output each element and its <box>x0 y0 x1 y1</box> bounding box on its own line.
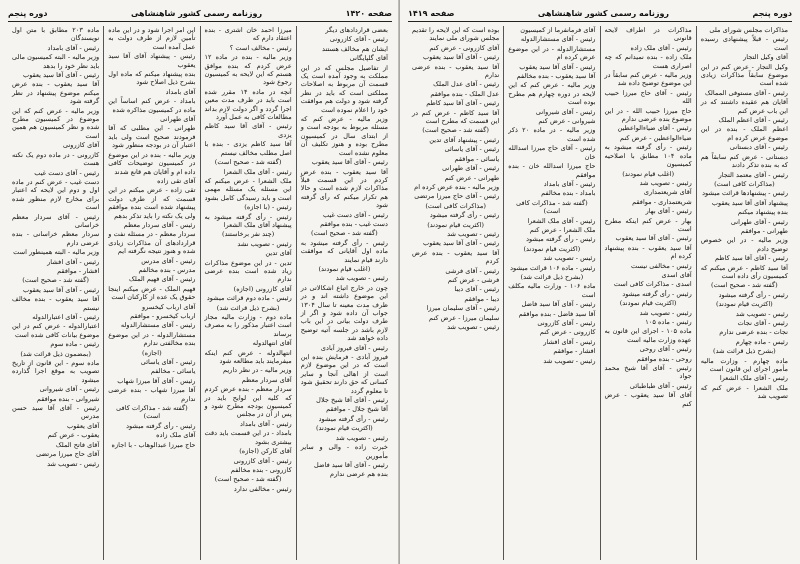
column-paragraph: یاسائی - موافقم <box>454 154 500 163</box>
column-paragraph: رئیس - آقای آقا سید فاضل <box>314 460 388 469</box>
column-paragraph: یاسائی - مخالفم <box>150 367 196 376</box>
column-paragraph: بهار - عرض کنم اینکه مطرح است <box>604 216 692 233</box>
column-paragraph: رئیس - آقای شیروانی <box>535 107 596 116</box>
column-paragraph: آقا سید کاظم - عرض میکنم که کمیسیون رأی داده است <box>700 263 788 280</box>
column-paragraph: رئیس - تصویب نشد <box>237 239 292 248</box>
column-paragraph: رئیس - آقای بامداد <box>47 43 100 52</box>
column-paragraph: ضیاءالواعظین - عرض کنم <box>620 133 692 142</box>
column-paragraph: آقا میرزا شهاب - بنده عرضی ندارم <box>108 386 196 403</box>
column-paragraph: آقا سید یعقوب - بنده پیشنهاد کرده ام <box>604 243 692 261</box>
column-paragraph: وزیر مالیه - البته کمیسیون مالی باید نظر خود را بدهد <box>12 53 100 70</box>
column-paragraph: رئیس - آقای فرشی <box>445 266 500 275</box>
column-paragraph: وزیر مالیه - عرض کنم که مسئله مربوط به بودجه است و از ابتدای سال در کمیسیون مطرح بوده و هنوز تکلیف آن معلوم نشده است <box>300 115 388 157</box>
right-page-columns <box>408 26 792 560</box>
column-paragraph: (اکثریت قیام نمودند) <box>427 220 484 229</box>
column-paragraph: بنده هم عرضی ندارم <box>330 470 388 479</box>
right-page-header <box>408 6 792 20</box>
column-paragraph: رئیس - آقای بهار <box>645 207 692 216</box>
column-paragraph: حاج میرزا اسدالله خان - بنده موافقم <box>508 162 596 179</box>
column-paragraph: (اکثریت قیام نمودند) <box>315 424 373 433</box>
column-paragraph: (مذاکرات کافی است) <box>714 179 775 188</box>
column-paragraph: رئیس - مخالفی ندارد <box>233 484 292 493</box>
column-paragraph: آقای شریعتمداری <box>643 188 692 197</box>
right-page-period: دوره پنجم <box>752 8 792 18</box>
right-column-3 <box>504 26 599 560</box>
column-paragraph: شیروانی - بنده موافقم <box>36 394 100 403</box>
column-paragraph: آقای حاج میرزا مرتضی <box>36 450 100 459</box>
column-paragraph: آقا سید فاضل - بنده موافقم <box>518 309 596 318</box>
column-paragraph: (بمضمون ذیل قرائت شد) <box>20 349 91 358</box>
column-paragraph: یعقوب - عرض کنم <box>47 431 100 440</box>
right-page <box>400 0 800 564</box>
column-paragraph: رئیس - آقای یاسائی <box>140 358 196 367</box>
column-paragraph: کازرونی - عرض کنم <box>539 328 596 337</box>
column-paragraph: سردار معظم خراسانی - بنده عرضی دارم <box>12 230 100 247</box>
left-page-period: دوره پنجم <box>8 8 48 18</box>
column-paragraph: آقا سید یعقوب - بنده عرض کردم در این قسمت قبلاً مذاکرات لازم شده است و حالا هم تکرار میکنم که رأی گرفته شود <box>300 167 388 210</box>
column-paragraph: آقای کازرونی - عرض کنم <box>429 43 500 52</box>
column-paragraph: رئیس - ماده ۱۰۵ <box>645 318 692 326</box>
column-paragraph: آقای کارکن (اجازه) <box>239 447 292 456</box>
column-paragraph: رئیس - آقای سلیمان میرزا <box>426 304 500 313</box>
column-paragraph: رئیس - آقای طهرانی <box>730 217 788 226</box>
column-paragraph: رئیس - آقای کازرونی <box>329 35 388 44</box>
column-paragraph: (بشرح ذیل قرائت شد) <box>713 347 776 356</box>
column-paragraph: مستشارالدوله - در این موضوع عرض کرده ام <box>508 44 596 62</box>
column-paragraph: آقای تدین <box>265 249 292 258</box>
column-paragraph: رئیس - ماده چهارم <box>735 337 788 346</box>
right-column-1 <box>697 26 792 560</box>
column-paragraph: بامداد - عرض کنم اساساً این ماده در کمیسیون مذاکره شده <box>108 97 196 114</box>
right-column-2 <box>601 26 696 560</box>
column-paragraph: وزیر مالیه - در ماده ۲۰ ذکر شده است <box>508 126 596 143</box>
column-paragraph: بنده پیشنهاد میکنم که ماده اول بشرح ذیل اصلاح شود <box>108 70 196 87</box>
column-paragraph: رئیس - آقای شیروانی <box>39 385 100 394</box>
column-paragraph: وزیر مالیه - عرض کنم که این موضوع در کمیسیون مطرح شده و نظر کمیسیون هم همین است <box>12 106 100 140</box>
column-paragraph: ملک الشعرا - عرض کنم که تصویب شد <box>700 383 788 401</box>
column-paragraph: رئیس - آقای اعتبارالدوله <box>32 313 100 321</box>
column-paragraph: آقای انتهالدوله <box>252 339 292 348</box>
column-paragraph: چون در خارج اتباع اشکالاتی در این موضوع داشته اند و در ظرف مدت معینه تا سال ۱۳۰۴ جواب آن داده شود و اگر از طرف دولت بیانی در این باب لازم باشد در جلسه آتیه توضیح داده خواهد شد <box>300 283 388 343</box>
column-paragraph: رئیس - مخالف است ؟ <box>229 43 292 52</box>
column-paragraph: رئیس - تصویب شد <box>335 433 388 442</box>
column-paragraph: رئیس - آقای آقا سید یعقوب <box>519 62 596 71</box>
column-paragraph: (گفته شد - صحیح است) <box>214 158 282 167</box>
column-paragraph: خبرت زاده - والی و سایر مأمورین <box>300 443 388 460</box>
column-paragraph: رئیس - آقای طباطبائی <box>629 381 692 390</box>
column-paragraph: رئیس - آقای بامداد <box>240 419 292 428</box>
column-paragraph: رئیس - آقای افشار <box>543 337 596 346</box>
column-paragraph: رئیس - آقای ملک الشعرا <box>223 167 292 176</box>
column-paragraph: طهرانی - این مطلبی که آقا فرمودند صحیح است ولی باید اعتبار آن در بودجه منظور شود <box>108 124 196 150</box>
column-paragraph: ایشان هم مخالف هستند <box>322 44 388 53</box>
right-column-4 <box>408 26 503 560</box>
column-paragraph: رئیس - آقای سردار معظم <box>123 220 196 229</box>
column-paragraph: رئیس - آقای اعظم الملک <box>718 116 788 125</box>
column-paragraph: بامداد - در این قسمت باید دقت بیشتری بشود <box>204 429 292 446</box>
column-paragraph: (اجازه) <box>142 348 162 357</box>
right-page-number: صفحه ۱۴۱۹ <box>408 8 455 18</box>
column-paragraph: رئیس - تصویب شد <box>639 308 692 317</box>
column-paragraph: رئیس - آقای آقا میرزا شهاب <box>117 376 196 385</box>
column-paragraph: رئیس - پیشنهاد آقای آقا سید یعقوب <box>108 52 196 69</box>
column-paragraph: رئیس - رأی گرفته میشود <box>429 211 500 220</box>
column-paragraph: رئیس - رأی گرفته میشود به ماده اول آقایانی که موافقت دارند قیام نمایند <box>300 238 388 264</box>
column-paragraph: رئیس - تصویب شد <box>335 274 388 283</box>
column-paragraph: رئیس - آقای حاج میرزا اسدالله خان <box>508 144 596 161</box>
column-paragraph: روحی - بنده موافقم <box>636 354 692 363</box>
column-paragraph: رئیس - آقای آقا سید یعقوب <box>423 239 500 248</box>
column-paragraph: آقای بامداد <box>165 87 196 96</box>
column-paragraph: کازرونی - در ماده دوم یک نکته هست <box>12 150 100 168</box>
column-paragraph: رئیس - آقای آقا سید حسن مدرس <box>12 404 100 421</box>
column-paragraph: رئیس - آقای آقا سید یعقوب <box>423 53 500 62</box>
column-paragraph: حاج میرزا عبدالوهاب - با اجازه <box>111 440 196 449</box>
column-paragraph: وزیر مالیه - بنده در این موضوع در کمیسیون توضیحات کافی داده ام و آقایان هم قانع شدند <box>108 150 196 176</box>
column-paragraph: مذاکرات در اطراف لایحه قانونی <box>604 26 692 43</box>
column-paragraph: شیروانی - عرض کنم <box>538 117 596 126</box>
left-header-rule <box>8 21 392 22</box>
column-paragraph: رئیس - آقای ملک الشعرا <box>527 216 596 225</box>
column-paragraph: آقا سید یعقوب - بنده عرض کردم <box>412 248 500 266</box>
column-paragraph: رئیس - آقای نجات <box>737 319 788 327</box>
column-paragraph: رئیس - آقای ملک زاده <box>630 43 692 52</box>
column-paragraph: رئیس - آقای مدرس <box>141 256 196 265</box>
column-paragraph: بعضی قراردادهای دیگر <box>325 26 388 34</box>
column-paragraph: ماده ۱۰۵ - اجرای این قانون به عهده وزارت مالیه است <box>604 327 692 344</box>
column-paragraph: اعظم الملک - بنده در این موضوع عرض کرده ام <box>700 125 788 142</box>
column-paragraph: (گفته شد - صحیح است) <box>311 229 378 238</box>
column-paragraph: رئیس - آقای معتمد التجار <box>718 170 788 179</box>
column-paragraph: رئیس - آقای ملک الشعرا <box>719 374 788 383</box>
column-paragraph: رئیس - آقای حاج میرزا حبیب الله <box>604 88 692 106</box>
column-paragraph: رئیس - رأی گرفته میشود <box>318 414 388 423</box>
column-paragraph: (اغلب قیام نمودند) <box>318 264 371 273</box>
column-paragraph: آقا سید یعقوب - بنده مخالفم <box>516 72 596 81</box>
column-paragraph: رئیس - آقای مستشارالدوله <box>520 35 596 44</box>
column-paragraph: وزیر مالیه - بنده در ماده ۱۲ عرض کردم که بنده موافق هستم که این لایحه به کمیسیون رجوع شود <box>204 53 292 87</box>
column-paragraph: رئیس - ماده سوم <box>50 340 100 349</box>
column-paragraph: وزیر مالیه - عرض کنم که این لایحه در دوره چهارم هم مطرح بوده است <box>508 81 596 107</box>
column-paragraph: ماده سوم - این قانون از تاریخ تصویب به موقع اجرا گذارده میشود <box>12 359 100 384</box>
column-paragraph: آقا سید کاظم - عرض کنم در این قسمت که مطرح است <box>412 108 500 126</box>
column-paragraph: ماده چهارم - وزارت مالیه مأمور اجرای این قانون است <box>700 356 788 374</box>
left-page-number: صفحه ۱۴۲۰ <box>345 8 392 18</box>
column-paragraph: رئیس - آقای آقا سید یعقوب <box>23 285 100 294</box>
column-paragraph: سردار معظم - در مسئله نفت و قراردادهای آن مذاکرات زیادی شده و هنوز نتیجه نگرفته ایم <box>108 230 196 256</box>
column-paragraph: آقایان هم عقیده داشتند که در این باب عرض کنم <box>700 98 788 115</box>
column-paragraph: ماده ۲۰۳ مطابق با متن اول نویسندگان <box>12 26 100 43</box>
column-paragraph: رئیس - آقای کازرونی <box>233 456 292 465</box>
column-paragraph: رئیس - آقای آقا شیخ جلال <box>316 396 388 405</box>
column-paragraph: رئیس - تصویب شد <box>447 323 500 331</box>
column-paragraph: آقای گلپایگانی <box>349 54 388 63</box>
column-paragraph: اعتبارالدوله - عرض کنم در این موضوع بیانات کافی شده است <box>12 322 100 339</box>
column-paragraph: رئیس - آقای طهرانی <box>442 164 500 173</box>
column-paragraph: (گفته شد - صحیح است) <box>711 281 778 290</box>
column-paragraph: آقای آقا سید یعقوب - عرض کنم <box>604 391 692 408</box>
left-column-3 <box>104 26 199 560</box>
column-paragraph: رئیس - آقای فهیم الملک <box>129 275 196 284</box>
column-paragraph: ملک الشعرا - عرض کنم <box>529 225 596 234</box>
column-paragraph: رئیس - آقای دست غیب <box>322 210 388 219</box>
column-paragraph: رئیس - پیشنهاد آقای تدین <box>429 135 500 144</box>
left-page-header <box>8 6 392 20</box>
column-paragraph: رئیس - آقای آقا سید یعقوب <box>615 234 692 243</box>
column-paragraph: آقای اسدی <box>661 270 692 279</box>
column-paragraph: افشار - موافقم <box>57 266 100 275</box>
column-paragraph: آقای فاتح الملک <box>55 440 100 449</box>
column-paragraph: نجات - بنده عرضی ندارم <box>719 328 788 337</box>
column-paragraph: اسدی - مذاکرات کافی است <box>613 280 692 289</box>
column-paragraph: (بشرح ذیل قرائت شد) <box>520 272 584 281</box>
column-paragraph: (اکثریت قیام نمودند) <box>619 299 677 308</box>
column-paragraph: این امر اجرا شود و در این ماده تأمین لازم از طرف دولت به عمل آمده است <box>108 26 196 51</box>
column-paragraph: رئیس - آقای آقا شیخ محمد جواد <box>604 364 692 381</box>
column-paragraph: رئیس - آقای آقا سید یعقوب <box>311 158 388 167</box>
column-paragraph: (گفته شد - مذاکرات کافی است) <box>116 404 188 421</box>
column-paragraph: وزیر مالیه - در این خصوص توضیح دادم <box>700 236 788 253</box>
column-paragraph: رئیس - ماده ۱۰۶ قرائت میشود <box>510 263 596 272</box>
column-paragraph: مدرس - بنده مخالفم <box>138 265 196 274</box>
column-paragraph: دست غیب - عرض کنم در ماده اول و دوم این لایحه که اعتبار برای مخارج لازم منظور شده است <box>12 177 100 212</box>
column-paragraph: وزیر مالیه - البته همینطور است <box>13 248 100 257</box>
column-paragraph: رئیس - رأی گرفته میشود به ماده ۱۰۴ مطابق با اصلاحیه کمیسیون <box>604 143 692 169</box>
column-paragraph: (گفته شد - مذاکرات کافی است) <box>516 198 588 216</box>
column-paragraph: بنده پیشنهاد میکنم <box>737 208 788 217</box>
column-paragraph: رئیس - قبلاً پیشنهادی رسیده است <box>700 35 788 52</box>
column-paragraph: رئیس - تصویب شد <box>543 254 596 263</box>
column-paragraph: سلیمان میرزا - عرض کنم <box>429 313 500 322</box>
column-paragraph: آقای فرمانفرما از کمیسیون <box>520 26 596 34</box>
column-paragraph: فهیم الملک - عرض میکنم اینجا حقوق یک عده از کارکنان است <box>108 284 196 302</box>
column-paragraph: آقای ارباب کیخسرو <box>141 302 196 311</box>
column-paragraph: (چند نفر برخاستند) <box>222 230 275 239</box>
column-paragraph: رئیس - آقای آقا سید کاظم <box>426 99 500 108</box>
column-paragraph: طهرانی - موافقم <box>740 226 788 235</box>
column-paragraph: فیروز آبادی - فرمایش بنده این است که در این موضوع لازم است از اهالی آنجا و سایر کسانی که حق دارند تحقیق شود تا معلوم گردد <box>300 353 388 395</box>
column-paragraph: (گفته شد - صحیح است) <box>214 475 282 484</box>
column-paragraph: رئیس - آقای مستوفی الممالک <box>704 88 788 97</box>
column-paragraph: رئیس - آقای فیروز آبادی <box>320 343 388 352</box>
column-paragraph: آقای یعقوب <box>67 421 100 430</box>
column-paragraph: وزیر مالیه - عرض کنم سابقاً در این موضوع توضیح داده شد <box>604 71 692 88</box>
column-paragraph: ارباب کیخسرو - موافقم <box>130 312 196 320</box>
column-paragraph: رئیس - آقای افشار <box>47 257 100 266</box>
column-paragraph: رئیس - آقای یاسائی <box>444 145 500 154</box>
column-paragraph: طهرانی - عرض کنم <box>444 173 500 182</box>
column-paragraph: رئیس - رأی گرفته میشود به پیشنهاد آقای ملک الشعرا <box>204 212 292 229</box>
column-paragraph: (اکثریت قیام نمودند) <box>523 244 581 253</box>
column-paragraph: تقی زاده - عرض میکنم در این قسمت که از طرف دولت پیشنهاد شده است بنده موافقم ولی یک نکته را باید تذکر بدهم <box>108 186 196 220</box>
column-paragraph: رئیس - آقای روحی <box>639 345 692 354</box>
column-paragraph: رئیس - آقای مستشارالدوله <box>120 321 196 330</box>
column-paragraph: دست غیب - بنده موافقم <box>320 219 388 228</box>
column-paragraph: آقای کازرونی (اجازه) <box>233 284 292 293</box>
column-paragraph: کازرونی - بنده مخالفم <box>230 465 292 474</box>
column-paragraph: بامداد - بنده مخالفم <box>541 189 596 198</box>
column-paragraph: رئیس - آقای دیبا <box>454 285 500 294</box>
column-paragraph: شریعتمداری - موافقم <box>632 197 692 206</box>
column-paragraph: وزیر مالیه - در نظر داریم <box>222 366 292 375</box>
left-column-1 <box>297 26 392 560</box>
column-paragraph: رئیس - پیشنهادها قرائت میشود <box>702 189 788 198</box>
left-column-2 <box>201 26 296 560</box>
column-paragraph: رئیس - آقای آقا سید یعقوب <box>23 71 100 80</box>
left-column-4 <box>8 26 103 560</box>
column-paragraph: رئیس - مخالفی نیست <box>630 261 692 270</box>
left-page-columns <box>8 26 392 560</box>
column-paragraph: (گفته شد - صحیح است) <box>422 126 489 135</box>
column-paragraph: رئیس - آقای عدل الملک <box>433 80 500 89</box>
column-paragraph: رئیس - رأی گرفته میشود <box>526 235 596 244</box>
column-paragraph: (اغلب قیام نمودند) <box>622 169 675 178</box>
column-paragraph: آقا شیخ جلال - موافقم <box>326 405 388 414</box>
column-paragraph: سردار معظم - بنده عرض کردم که کلیه این لوایح باید در کمیسیون بودجه مطرح شود و پس از آن در مجلس <box>204 385 292 419</box>
column-paragraph: رئیس - آقای دبستانی <box>729 143 788 152</box>
column-paragraph: انتهالدوله - عرض کنم اینکه میفرمایند باید مطالعه شود <box>204 348 292 366</box>
column-paragraph: رئیس - آقای ضیاءالواعظین <box>617 124 692 133</box>
column-paragraph: رئیس - آقای سردار معظم خراسانی <box>12 212 100 229</box>
column-paragraph: رئیس - رأی گرفته میشود <box>622 289 692 298</box>
column-paragraph: از تفاصیل مجلس که در این مملکت به وجود آمده است یک قسمت آن مربوط به اصلاحات مملکتی است که باید در نظر گرفته شود و دولت هم موافقت خود را اعلام نموده است <box>300 63 388 114</box>
column-paragraph: رئیس - تصویب شد <box>447 229 500 238</box>
column-paragraph: رئیس - آقای کازرونی <box>537 319 596 327</box>
column-paragraph: رئیس - (با اجازه) <box>244 203 292 212</box>
column-paragraph: مستشارالدوله - در این موضوع بنده مخالفتی ندارم <box>108 330 196 348</box>
column-paragraph: ماده ۱۰۶ - وزارت مالیه مکلف است <box>508 282 596 299</box>
column-paragraph: رئیس - رأی گرفته میشود <box>126 421 196 430</box>
column-paragraph: رئیس - آقای حاج میرزا مرتضی <box>414 192 500 201</box>
column-paragraph: آقا سید کاظم یزدی - بنده با اصل مطلب مخالف نیستم <box>204 140 292 157</box>
column-paragraph: آقای ملک زاده <box>156 431 196 440</box>
column-paragraph: پیشنهاد آقای آقا سید یعقوب <box>711 198 788 207</box>
column-paragraph: رئیس - آقای بامداد <box>543 179 596 188</box>
column-paragraph: مذاکرات مجلس شورای ملی <box>709 26 788 34</box>
column-paragraph: تدین - در این موضوع مذاکرات زیاد شده است بنده عرضی ندارم <box>204 258 292 284</box>
column-paragraph: رئیس - تصویب شد <box>639 178 692 187</box>
column-paragraph: دبستانی - عرض کنم سابقاً هم که به بنده تذکر دادند <box>700 152 788 170</box>
column-paragraph: رئیس - ماده دوم قرائت میشود <box>206 294 292 303</box>
column-paragraph: رئیس - آقای آقا سید فاضل <box>521 300 596 309</box>
column-paragraph: رئیس - آقای آقا سید کاظم یزدی <box>204 122 292 139</box>
column-paragraph: وکیل التجار - عرض کنم در این موضوع سابقاً مذاکرات زیادی شده است <box>700 62 788 88</box>
left-page-publication: روزنامه رسمی کشور شاهنشاهی <box>130 8 263 18</box>
column-paragraph: آقای طهرانی <box>160 115 196 124</box>
column-paragraph: حاج میرزا حبیب الله - در این موضوع بنده عرضی ندارم <box>604 106 692 124</box>
column-paragraph: میرزا احمد خان اشتری - بنده اعتقاد دارم که <box>204 26 292 43</box>
column-paragraph: افشار - موافقم <box>553 347 596 356</box>
column-paragraph: آقا سید یعقوب - بنده عرض میکنم موضوع پیشنهاد در نظر گرفته شود <box>12 80 100 106</box>
column-paragraph: رئیس - رأی گرفته میشود <box>718 290 788 299</box>
column-paragraph: آقای وکیل التجار <box>743 53 788 62</box>
column-paragraph: آقای سردار معظم <box>241 375 292 384</box>
right-page-publication: روزنامه رسمی کشور شاهنشاهی <box>537 8 670 18</box>
column-paragraph: بوده است که این لایحه را تقدیم مجلس شورای ملی نمایند <box>412 26 500 43</box>
column-paragraph: رئیس - تصویب شد <box>735 309 788 318</box>
right-header-rule <box>408 21 792 22</box>
column-paragraph: آقای کازرونی <box>62 141 100 150</box>
column-paragraph: رئیس - تصویب شد <box>543 356 596 365</box>
column-paragraph: ملک الشعرا - عرض میکنم که این مسئله یک مسئله مهمی است و باید رسیدگی کامل بشود <box>204 176 292 202</box>
column-paragraph: (اکثریت قیام نمودند) <box>715 300 773 309</box>
column-paragraph: رئیس - آقای دست غیب <box>34 168 100 177</box>
column-paragraph: فرشی - عرض کنم <box>447 275 500 284</box>
column-paragraph: عدل الملک - بنده موافقم <box>430 89 500 98</box>
column-paragraph: (مذاکرات کافی است) <box>425 201 486 210</box>
column-paragraph: رئیس - تصویب شد <box>47 459 100 468</box>
column-paragraph: (بشرح ذیل قرائت شد) <box>216 303 280 312</box>
column-paragraph: آقا سید یعقوب - بنده مخالف نیستم <box>12 295 100 312</box>
column-paragraph: آنچه در ماده ۱۴ مقرر شده است باید در ظرف مدت معین اجرا گردد و اگر دولت لازم بداند مطالعات کافی به عمل آورد <box>204 87 292 122</box>
column-paragraph: (گفته شد - صحیح است) <box>22 276 89 285</box>
column-paragraph: آقا سید یعقوب - بنده عرضی ندارم <box>412 62 500 80</box>
column-paragraph: ملک زاده - بنده نمیدانم که چه اصراری هست <box>604 53 692 70</box>
column-paragraph: آقای تقی زاده <box>157 176 196 185</box>
column-paragraph: رئیس - آقای آقا سید کاظم <box>714 254 788 263</box>
column-paragraph: ماده دوم - وزارت مالیه مجاز است اعتبار مذکور را به مصرف برساند <box>204 313 292 338</box>
column-paragraph: دیبا - موافقم <box>464 294 500 303</box>
column-paragraph: وزیر مالیه - بنده عرض کرده ام <box>414 182 500 191</box>
